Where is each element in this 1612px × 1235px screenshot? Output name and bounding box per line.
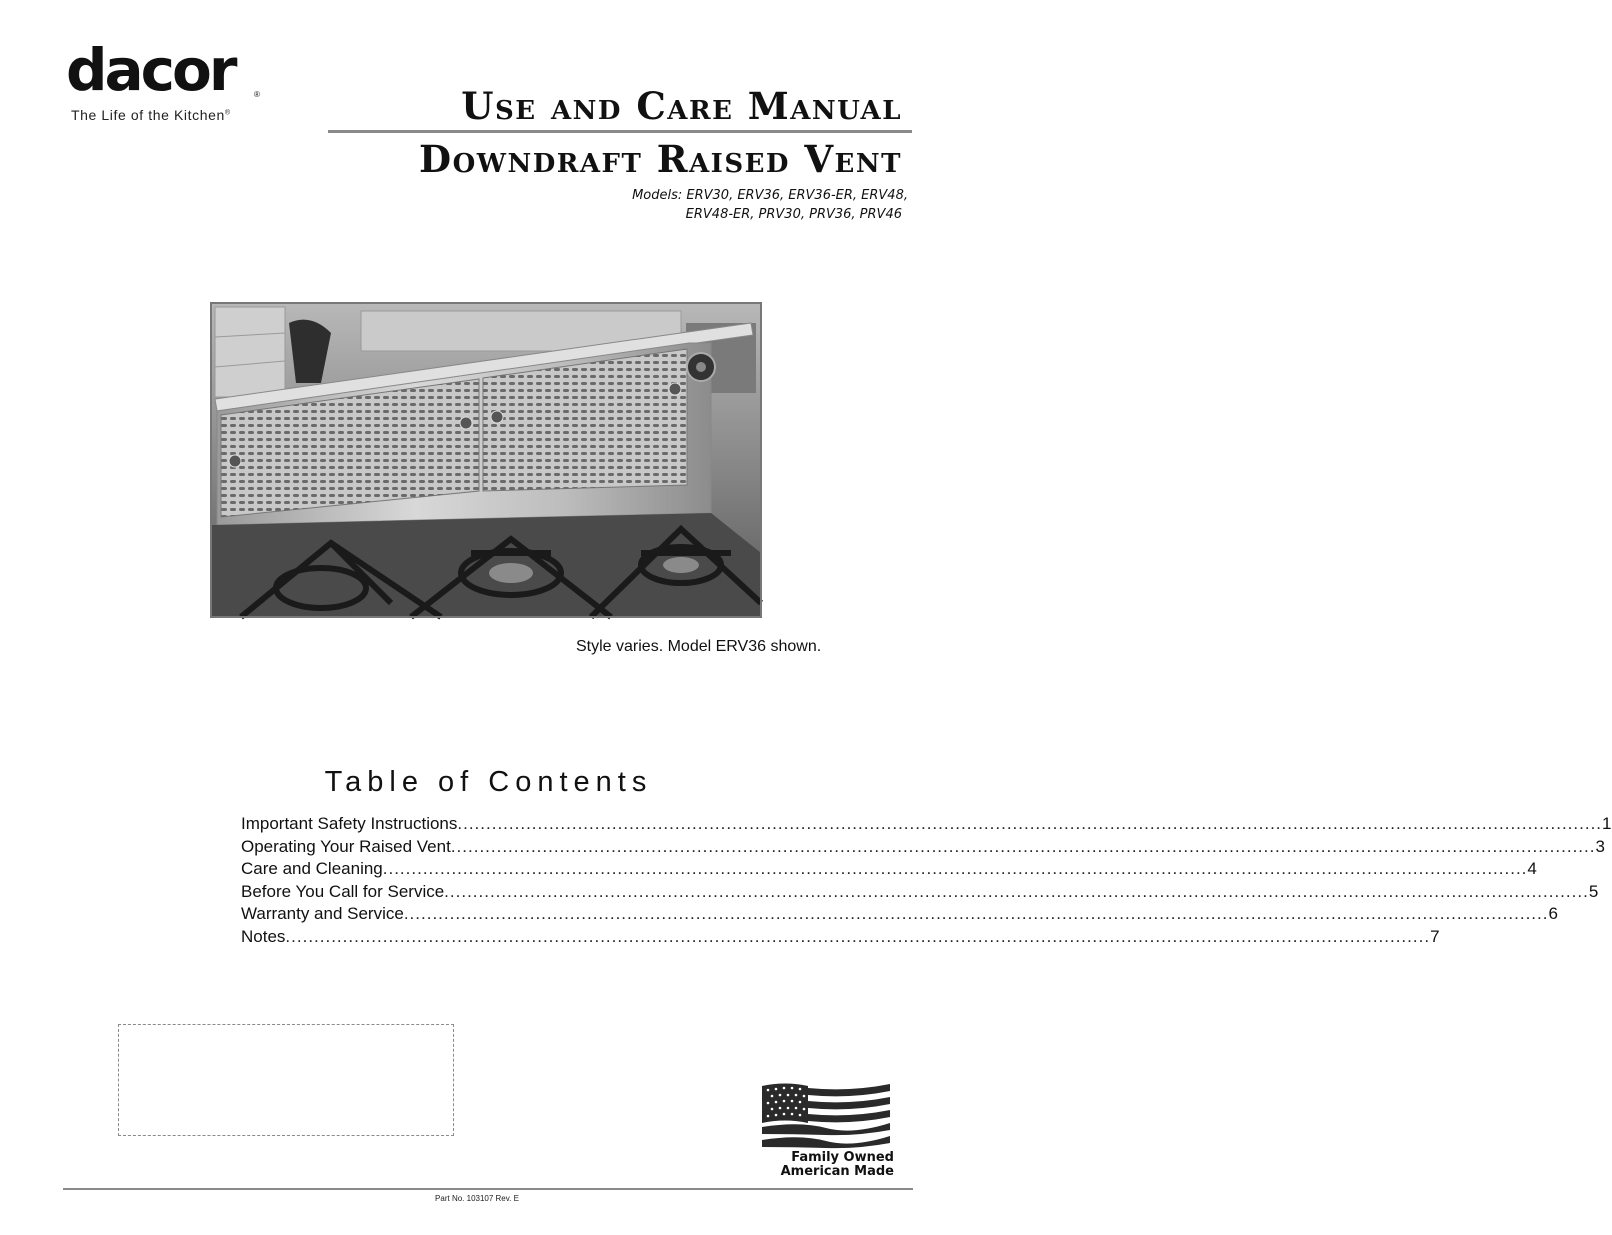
toc-entry (241, 836, 1605, 860)
toc-entry (241, 881, 1599, 905)
toc-entry-label: Warranty and Service (241, 904, 404, 923)
badge-line-1: Family Owned (791, 1150, 894, 1165)
badge-line-2: American Made (780, 1164, 894, 1179)
toc-entry-page: 5 (1588, 881, 1599, 901)
toc-entry (241, 859, 1537, 882)
toc-entry-label: Before You Call for Service (241, 881, 445, 901)
toc-entry-page: 1 (1602, 814, 1612, 833)
product-title: Downdraft Raised Vent (419, 137, 902, 181)
toc-entry-page: 6 (1548, 904, 1558, 923)
toc-entry-label: Operating Your Raised Vent (241, 836, 451, 856)
toc-leader-dots: ........................................................................................................................................................................................................ (382, 859, 1528, 878)
toc-entry-label: Notes (241, 926, 286, 946)
registered-mark: ® (254, 90, 260, 99)
header-rule (328, 130, 912, 133)
toc-leader-dots: ........................................................................................................................................................................................................ (403, 904, 1549, 923)
toc-entry-page: 3 (1595, 836, 1605, 856)
models-line-2: ERV48-ER, PRV30, PRV36, PRV46 (685, 207, 902, 222)
family-owned-badge (770, 1151, 894, 1179)
photo-caption: Style varies. Model ERV36 shown. (576, 638, 822, 655)
toc-leader-dots: ........................................................................................................................................................................................................ (450, 836, 1596, 856)
toc-leader-dots: ........................................................................................................................................................................................................ (457, 814, 1603, 833)
brand-tagline: The Life of the Kitchen® (71, 107, 231, 123)
toc-entry-label: Care and Cleaning (241, 859, 383, 878)
toc-entry (241, 814, 1612, 837)
footer-rule (63, 1188, 913, 1190)
toc-leader-dots: ........................................................................................................................................................................................................ (285, 926, 1431, 946)
toc-entry-page: 4 (1527, 859, 1537, 878)
models-line-1: Models: ERV30, ERV36, ERV36-ER, ERV48, (632, 188, 908, 203)
part-number: Part No. 103107 Rev. E (435, 1194, 519, 1203)
toc-entry (241, 904, 1558, 927)
label-placeholder-box (118, 1024, 454, 1136)
product-photo (211, 303, 761, 617)
toc-entry (241, 926, 1440, 950)
brand-logo: dacor (66, 36, 235, 104)
toc-entry-label: Important Safety Instructions (241, 814, 458, 833)
manual-title: Use and Care Manual (461, 84, 902, 128)
toc-title: Table of Contents (324, 766, 653, 798)
toc-leader-dots: ........................................................................................................................................................................................................ (444, 881, 1589, 901)
american-flag-icon (760, 1078, 892, 1152)
toc-list (241, 814, 1612, 949)
toc-entry-page: 7 (1430, 926, 1440, 946)
